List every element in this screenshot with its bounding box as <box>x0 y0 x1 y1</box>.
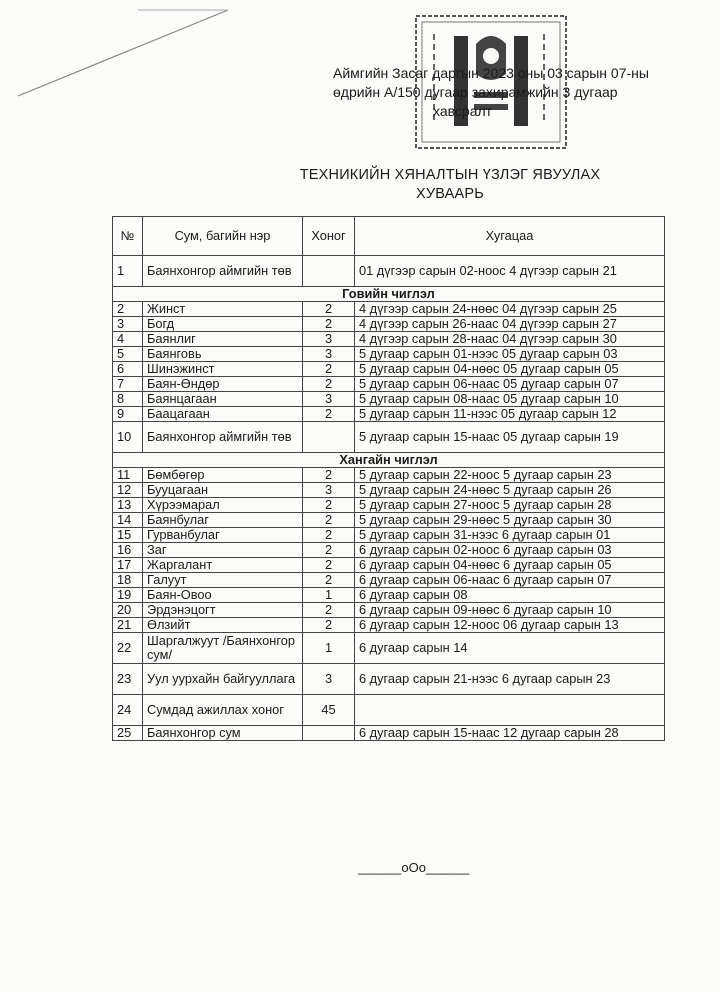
row-no: 6 <box>113 362 143 377</box>
row-period: 5 дугаар сарын 15-наас 05 дугаар сарын 19 <box>355 422 665 453</box>
row-no: 20 <box>113 603 143 618</box>
table-row <box>113 528 665 543</box>
table-row <box>113 603 665 618</box>
row-no: 24 <box>113 695 143 726</box>
decree-annex-note <box>333 64 663 121</box>
table-row <box>113 422 665 453</box>
table-row <box>113 618 665 633</box>
row-days: 3 <box>303 664 355 695</box>
row-no: 1 <box>113 256 143 287</box>
row-name: Баянхонгор сум <box>143 726 303 741</box>
row-no: 11 <box>113 468 143 483</box>
table-row <box>113 588 665 603</box>
row-no: 22 <box>113 633 143 664</box>
header-no: № <box>113 217 143 256</box>
row-period: 6 дугаар сарын 21-нээс 6 дугаар сарын 23 <box>355 664 665 695</box>
section-title: Хангайн чиглэл <box>113 453 665 468</box>
decree-line-1: Аймгийн Засаг даргын 2023 оны 03 сарын 07-ны <box>333 65 649 81</box>
row-no: 18 <box>113 573 143 588</box>
table-row <box>113 347 665 362</box>
row-period: 4 дүгээр сарын 26-наас 04 дүгээр сарын 27 <box>355 317 665 332</box>
row-no: 21 <box>113 618 143 633</box>
row-period: 6 дугаар сарын 08 <box>355 588 665 603</box>
header-days: Хоног <box>303 217 355 256</box>
table-row <box>113 468 665 483</box>
row-name: Баацагаан <box>143 407 303 422</box>
row-name: Галуут <box>143 573 303 588</box>
row-period: 5 дугаар сарын 01-нээс 05 дугаар сарын 03 <box>355 347 665 362</box>
row-no: 14 <box>113 513 143 528</box>
table-row <box>113 362 665 377</box>
row-name: Шинэжинст <box>143 362 303 377</box>
row-period: 6 дугаар сарын 15-наас 12 дугаар сарын 28 <box>355 726 665 741</box>
row-no: 10 <box>113 422 143 453</box>
row-name: Бөмбөгөр <box>143 468 303 483</box>
row-period: 6 дугаар сарын 12-ноос 06 дугаар сарын 13 <box>355 618 665 633</box>
table-row <box>113 558 665 573</box>
row-days: 2 <box>303 573 355 588</box>
row-days: 2 <box>303 407 355 422</box>
row-name: Баянхонгор аймгийн төв <box>143 422 303 453</box>
table-row <box>113 256 665 287</box>
row-period: 6 дугаар сарын 04-нөөс 6 дугаар сарын 05 <box>355 558 665 573</box>
document-title <box>290 166 610 204</box>
row-name: Баян-Өндөр <box>143 377 303 392</box>
row-days: 1 <box>303 633 355 664</box>
row-days: 2 <box>303 618 355 633</box>
table-body <box>113 256 665 741</box>
row-days: 2 <box>303 377 355 392</box>
table-row <box>113 695 665 726</box>
section-row-khangai <box>113 453 665 468</box>
table-row <box>113 332 665 347</box>
table-row <box>113 483 665 498</box>
row-no: 3 <box>113 317 143 332</box>
row-days: 2 <box>303 513 355 528</box>
document-end-mark: ______oOo______ <box>358 860 470 875</box>
row-name: Баянбулаг <box>143 513 303 528</box>
inspection-schedule-table <box>112 216 665 741</box>
row-period: 6 дугаар сарын 02-ноос 6 дугаар сарын 03 <box>355 543 665 558</box>
row-days: 2 <box>303 302 355 317</box>
row-no: 13 <box>113 498 143 513</box>
row-name: Бууцагаан <box>143 483 303 498</box>
row-no: 19 <box>113 588 143 603</box>
row-days <box>303 256 355 287</box>
row-name: Хүрээмарал <box>143 498 303 513</box>
table-row <box>113 573 665 588</box>
row-name: Жинст <box>143 302 303 317</box>
row-period: 5 дугаар сарын 08-наас 05 дугаар сарын 10 <box>355 392 665 407</box>
section-title: Говийн чиглэл <box>113 287 665 302</box>
row-no: 7 <box>113 377 143 392</box>
row-name: Жаргалант <box>143 558 303 573</box>
table-row <box>113 377 665 392</box>
row-no: 9 <box>113 407 143 422</box>
row-days: 1 <box>303 588 355 603</box>
decree-line-3: хавсралт <box>433 103 493 119</box>
row-no: 25 <box>113 726 143 741</box>
row-name: Баянговь <box>143 347 303 362</box>
paper-fold-line <box>18 8 228 98</box>
row-days: 2 <box>303 468 355 483</box>
row-name: Сумдад ажиллах хоног <box>143 695 303 726</box>
row-days: 2 <box>303 528 355 543</box>
row-days <box>303 422 355 453</box>
row-name: Баян-Овоо <box>143 588 303 603</box>
row-period: 4 дүгээр сарын 28-наас 04 дүгээр сарын 30 <box>355 332 665 347</box>
table-row <box>113 407 665 422</box>
row-days: 2 <box>303 362 355 377</box>
row-days: 3 <box>303 347 355 362</box>
row-period: 5 дугаар сарын 27-ноос 5 дугаар сарын 28 <box>355 498 665 513</box>
row-days: 3 <box>303 392 355 407</box>
table-row <box>113 513 665 528</box>
row-period: 01 дүгээр сарын 02-ноос 4 дүгээр сарын 21 <box>355 256 665 287</box>
row-name: Өлзийт <box>143 618 303 633</box>
row-name: Гурванбулаг <box>143 528 303 543</box>
row-days: 2 <box>303 543 355 558</box>
row-no: 17 <box>113 558 143 573</box>
title-line-1: ТЕХНИКИЙН ХЯНАЛТЫН ҮЗЛЭГ ЯВУУЛАХ <box>299 167 601 183</box>
row-no: 23 <box>113 664 143 695</box>
section-row-govi <box>113 287 665 302</box>
row-no: 16 <box>113 543 143 558</box>
row-period: 5 дугаар сарын 24-нөөс 5 дугаар сарын 26 <box>355 483 665 498</box>
row-period: 5 дугаар сарын 22-ноос 5 дугаар сарын 23 <box>355 468 665 483</box>
row-name: Баянхонгор аймгийн төв <box>143 256 303 287</box>
row-name: Богд <box>143 317 303 332</box>
row-period: 5 дугаар сарын 04-нөөс 05 дугаар сарын 05 <box>355 362 665 377</box>
table-row <box>113 302 665 317</box>
row-days: 2 <box>303 558 355 573</box>
row-no: 12 <box>113 483 143 498</box>
title-line-2: ХУВААРЬ <box>415 186 484 202</box>
header-period: Хугацаа <box>355 217 665 256</box>
table-row <box>113 726 665 741</box>
table-row <box>113 664 665 695</box>
row-period: 5 дугаар сарын 29-нөөс 5 дугаар сарын 30 <box>355 513 665 528</box>
row-no: 5 <box>113 347 143 362</box>
row-no: 4 <box>113 332 143 347</box>
row-period: 5 дугаар сарын 31-нээс 6 дугаар сарын 01 <box>355 528 665 543</box>
row-no: 15 <box>113 528 143 543</box>
row-days: 3 <box>303 483 355 498</box>
row-period <box>355 695 665 726</box>
row-name: Баянцагаан <box>143 392 303 407</box>
row-days: 45 <box>303 695 355 726</box>
row-name: Шаргалжуут /Баянхонгор сум/ <box>143 633 303 664</box>
row-name: Уул уурхайн байгууллага <box>143 664 303 695</box>
table-row <box>113 633 665 664</box>
row-period: 5 дугаар сарын 06-наас 05 дугаар сарын 07 <box>355 377 665 392</box>
table-row <box>113 392 665 407</box>
table-row <box>113 543 665 558</box>
row-days: 2 <box>303 498 355 513</box>
table-header-row <box>113 217 665 256</box>
row-days: 2 <box>303 603 355 618</box>
row-name: Заг <box>143 543 303 558</box>
row-days: 2 <box>303 317 355 332</box>
table-row <box>113 317 665 332</box>
row-name: Баянлиг <box>143 332 303 347</box>
row-days: 3 <box>303 332 355 347</box>
header-name: Сум, багийн нэр <box>143 217 303 256</box>
row-period: 4 дүгээр сарын 24-нөөс 04 дүгээр сарын 25 <box>355 302 665 317</box>
row-days <box>303 726 355 741</box>
row-period: 5 дугаар сарын 11-нээс 05 дугаар сарын 12 <box>355 407 665 422</box>
row-no: 8 <box>113 392 143 407</box>
row-name: Эрдэнэцогт <box>143 603 303 618</box>
row-no: 2 <box>113 302 143 317</box>
row-period: 6 дугаар сарын 06-наас 6 дугаар сарын 07 <box>355 573 665 588</box>
row-period: 6 дугаар сарын 09-нөөс 6 дугаар сарын 10 <box>355 603 665 618</box>
table-row <box>113 498 665 513</box>
decree-line-2: өдрийн А/150 дугаар захирамжийн 3 дугаар <box>333 84 618 100</box>
row-period: 6 дугаар сарын 14 <box>355 633 665 664</box>
